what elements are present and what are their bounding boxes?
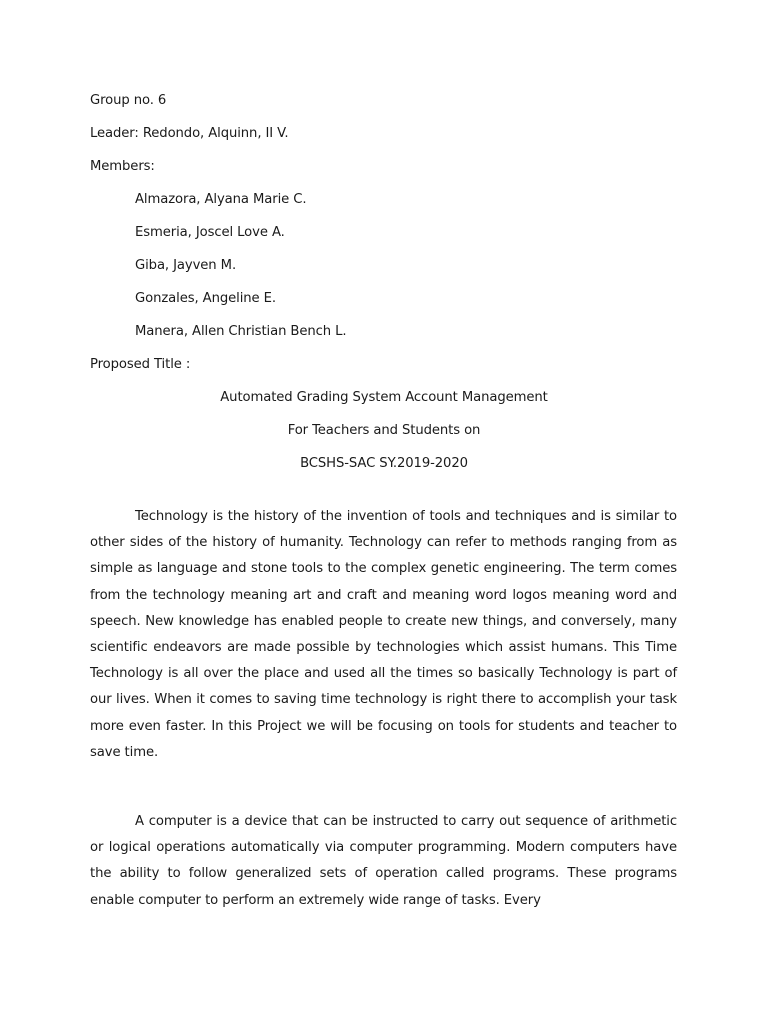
title-line-3: BCSHS-SAC SY.2019-2020 xyxy=(300,456,468,471)
member-item: Giba, Jayven M. xyxy=(135,258,237,273)
title-line-2: For Teachers and Students on xyxy=(287,423,481,438)
member-item: Almazora, Alyana Marie C. xyxy=(135,192,307,207)
member-item: Gonzales, Angeline E. xyxy=(135,291,276,306)
body-paragraph-1: Technology is the history of the invention of tools and techniques and is similar to other sides of the history of humanity. Technology can refer to methods ranging from as simple as language and stone tools to the complex genetic engineering. The term comes from the technology meaning art and craft and meaning word logos meaning word and speech. New knowledge has enabled people to create new things, and conversely, many scientific endeavors are made possible by technologies which assist humans. This Time Technology is all over the place and used all the times so basically Technology is part of our lives. When it comes to saving time technology is right there to accomplish your task more even faster. In this Project we will be focusing on tools for students and teacher to save time. xyxy=(90,509,677,760)
body-paragraph-2: A computer is a device that can be instructed to carry out sequence of arithmetic or logical operations automatically via computer programming. Modern computers have the ability to follow generalized sets of operation called programs. These programs enable computer to perform an extremely wide range of tasks. Every xyxy=(90,814,677,908)
leader-line: Leader: Redondo, Alquinn, II V. xyxy=(90,126,289,141)
group-number: Group no. 6 xyxy=(90,93,167,108)
members-label: Members: xyxy=(90,159,155,174)
proposed-title-label: Proposed Title : xyxy=(90,357,191,372)
title-line-1: Automated Grading System Account Management xyxy=(220,390,548,405)
member-item: Manera, Allen Christian Bench L. xyxy=(135,324,347,339)
member-item: Esmeria, Joscel Love A. xyxy=(135,225,285,240)
